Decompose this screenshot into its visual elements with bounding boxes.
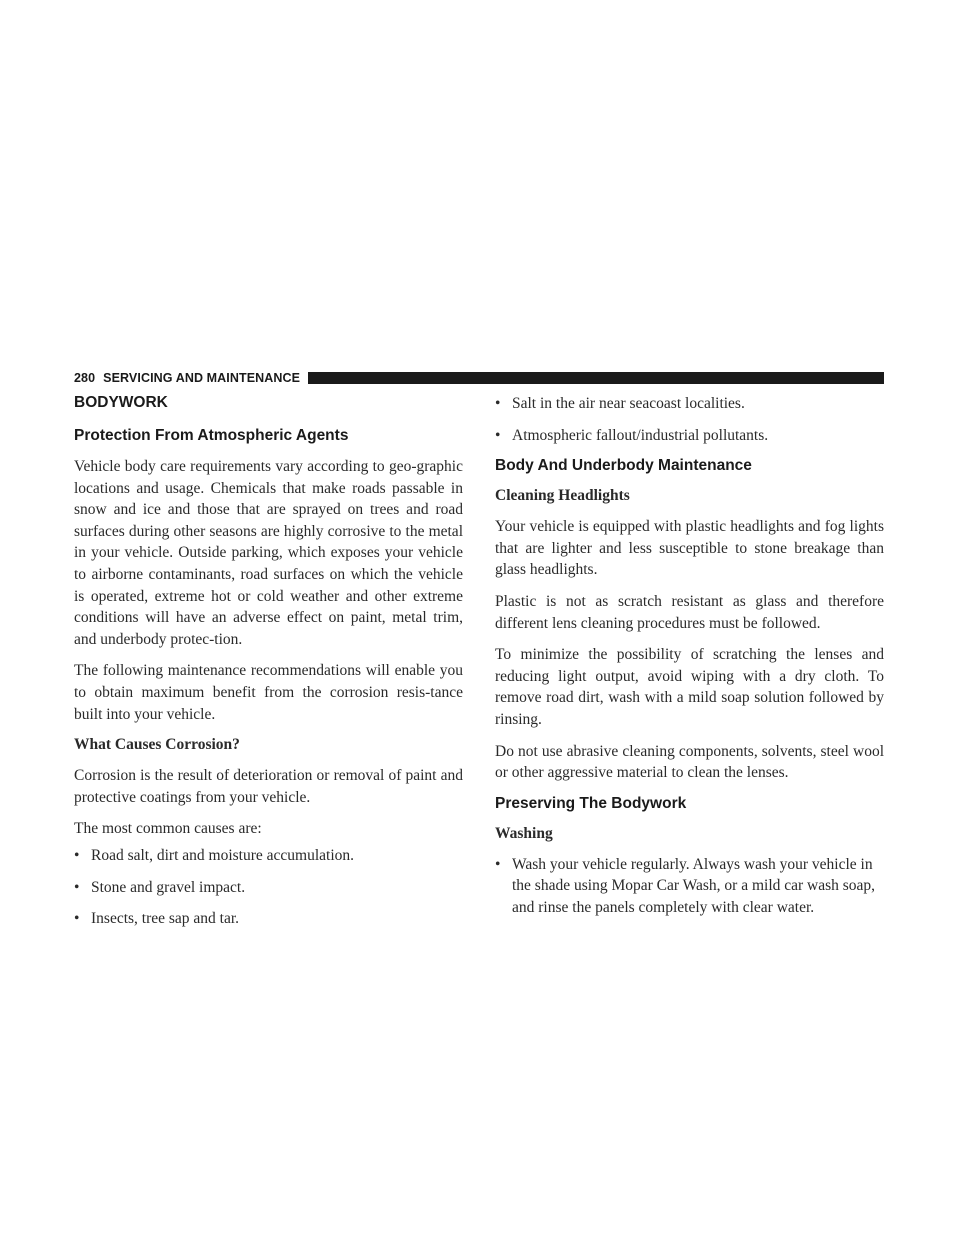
bullet-icon: • xyxy=(495,855,501,873)
headlights-heading: Cleaning Headlights xyxy=(495,487,630,505)
paragraph: The most common causes are: xyxy=(74,820,262,838)
washing-heading: Washing xyxy=(495,824,553,842)
list-item-text: Wash your vehicle regularly. Always wash your vehicle in the shade using Mopar Car Wash, or a mild car wash soap, and rinse the panels completely with clear water. xyxy=(512,855,876,916)
list-item-text: Stone and gravel impact. xyxy=(91,878,246,896)
list-item-text: Insects, tree sap and tar. xyxy=(91,910,240,928)
list-item xyxy=(495,425,884,447)
paragraph: The following maintenance recommendations will enable you to obtain maximum benefit from the corrosion resis-tance built into your vehicle. xyxy=(74,662,463,723)
paragraph: Your vehicle is equipped with plastic headlights and fog lights that are lighter and less susceptible to stone breakage than glass headlights. xyxy=(495,518,884,579)
list-item-text: Road salt, dirt and moisture accumulation. xyxy=(91,846,355,864)
washing-list xyxy=(495,854,884,919)
paragraph: To minimize the possibility of scratching the lenses and reducing light output, avoid wiping with a dry cloth. To remove road dirt, wash with a mild soap solution followed by rinsing. xyxy=(495,646,884,728)
list-item xyxy=(74,908,463,930)
causes-list-continued xyxy=(495,393,884,446)
left-column xyxy=(74,393,463,940)
preserving-heading: Preserving The Bodywork xyxy=(495,794,687,812)
header-rule xyxy=(308,372,884,384)
underbody-heading: Body And Underbody Maintenance xyxy=(495,457,752,475)
list-item-text: Salt in the air near seacoast localities. xyxy=(512,395,745,412)
list-item xyxy=(495,854,884,919)
page-header xyxy=(74,370,884,386)
paragraph: Corrosion is the result of deterioration or removal of paint and protective coatings from your vehicle. xyxy=(74,767,463,806)
section-title: BODYWORK xyxy=(74,394,168,411)
page-number: 280 xyxy=(74,371,96,385)
list-item xyxy=(74,877,463,899)
causes-heading: What Causes Corrosion? xyxy=(74,736,240,754)
paragraph: Do not use abrasive cleaning components, solvents, steel wool or other aggressive material to clean the lenses. xyxy=(495,742,884,782)
list-item-text: Atmospheric fallout/industrial pollutants. xyxy=(512,426,769,444)
causes-list xyxy=(74,845,463,930)
bullet-icon: • xyxy=(74,846,80,864)
bullet-icon: • xyxy=(74,878,80,896)
list-item xyxy=(74,845,463,867)
paragraph: Vehicle body care requirements vary according to geo-graphic locations and usage. Chemicals that make roads passable in snow and ice and those that are sprayed on trees and road surfaces during other seasons are highly corrosive to the metal in your vehicle. Outside parking, which exposes your vehicle to airborne contaminants, road surfaces on which the vehicle is operated, extreme hot or cold weather and other extreme conditions will have an adverse effect on paint, metal trim, and underbody protec-tion. xyxy=(74,458,463,648)
bullet-icon: • xyxy=(495,426,501,444)
right-column xyxy=(495,393,884,929)
subsection-title: Protection From Atmospheric Agents xyxy=(74,427,349,444)
bullet-icon: • xyxy=(74,910,80,928)
bullet-icon: • xyxy=(495,395,501,412)
running-title: SERVICING AND MAINTENANCE xyxy=(103,371,301,385)
paragraph: Plastic is not as scratch resistant as glass and therefore different lens cleaning procedures must be followed. xyxy=(495,592,884,632)
list-item xyxy=(495,393,884,415)
